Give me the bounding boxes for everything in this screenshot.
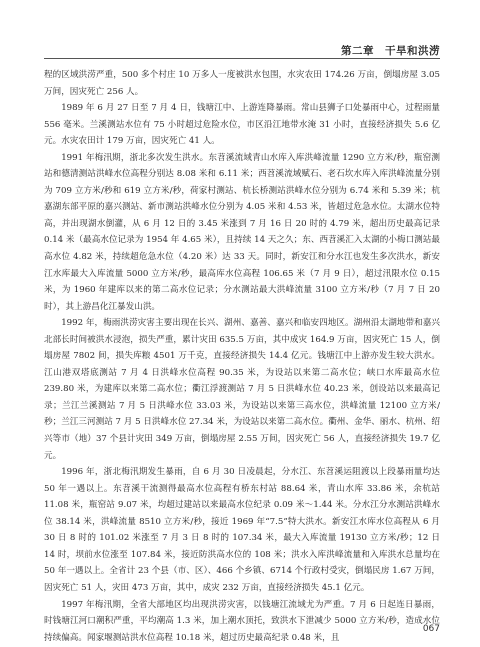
running-header (0, 0, 480, 63)
page-number: 067 (422, 624, 440, 634)
paragraph: 1989 年 6 月 27 日至 7 月 4 日，钱塘江中、上游连降暴雨。常山县狮子口处暴雨中心，过程雨量 556 毫米。兰溪测站水位有 75 小时超过危险水位，市区沿江地带水淹 31 小时，直接经济损失 5.6 亿元。水灾农田计 179 万亩，因灾死亡 41 人。 (44, 103, 440, 147)
paragraph: 程的区域洪涝严重，500 多个村庄 10 万多人一度被洪水包围，水灾农田 174.26 万亩，倒塌房屋 3.05 万间，因灾死亡 256 人。 (44, 70, 440, 97)
paragraph: 1997 年梅汛期，全省大部地区均出现洪涝灾害，以钱塘江流域尤为严重。7 月 6 日起连日暴雨，时钱塘江河口潮积严重，平均潮高 1.3 米，加上潮水顶托，致洪水下泄减少 5000 立方米/秒，造成水位持续偏高。闻家堰测站洪水位高程 10.18 米，超过历史最高纪录 0.48 米，且 (44, 599, 440, 643)
page-footer (0, 624, 480, 640)
paragraph: 1996 年，浙北梅汛期发生暴雨，自 6 月 30 日凌晨起，分水江、东苕溪运阻渡以上段暴雨量均达 50 年一遇以上。东苕溪干流测得最高水位高程有桥东村站 88.64 米，青山水库 33.86 米，余杭站 11.08 米，瓶窑站 9.07 米，均超过建站以来最高水位纪录 0.09 米～1.44 米。分水江分水测站洪峰水位 38.14 米，洪峰流量 8510 立方米/秒，接近 1969 年“7.5”特大洪水。新安江水库水位高程从 6 月 30 日 8 时的 101.02 米涨至 7 月 3 日 8 时的 107.34 米，最大入库流量 19130 立方米/秒；12 日 14 时，坝前水位涨至 107.84 米，接近防洪高水位的 108 米；洪水入库洪峰流量和入库洪水总量均在 50 年一遇以上。全省计 23 个县（市、区）、466 个乡镇、6714 个行政村受灾，倒塌民房 1.67 万间，因灾死亡 51 人，灾田 473 万亩，其中，成灾 232 万亩，直接经济损失 45.1 亿元。 (44, 467, 440, 593)
header-rule (44, 58, 440, 59)
chapter-title: 第二章 干旱和洪涝 (341, 45, 440, 57)
body-text (44, 67, 440, 646)
paragraph: 1991 年梅汛期，浙北多次发生洪水。东苕溪流域青山水库入库洪峰流量 1290 立方米/秒，瓶窑测站和德清测站洪峰水位高程分别达 8.08 米和 6.11 米；西苕溪流域赋石、老石坎水库入库洪峰流量分别为 709 立方米/秒和 619 立方米/秒，荷家村测站、杭长桥测站洪峰水位分别为 6.74 米和 5.39 米；杭嘉湖东部平原的嘉兴测站、新市测站洪峰水位分别为 4.05 米和 4.53 米，皆超过危急水位。太湖水位特高，并出现湖水倒灌，从 6 月 12 日的 3.45 米涨到 7 月 16 日 20 时的 4.79 米，超出历史最高记录 0.14 米（最高水位记录为 1954 年 4.65 米），且持续 14 天之久；东、西苕溪汇入太湖的小梅口测站最高水位 4.82 米，持续超危急水位（4.20 米）达 33 天。同时，新安江和分水江也发生多次洪水，新安江水库最大入库流量 5000 立方米/秒，最高库水位高程 106.65 米（7 月 9 日），超过汛限水位 0.15 米，为 1960 年建库以来的第二高水位记录；分水测站最大洪峰流量 3100 立方米/秒（7 月 7 日 20 时），其上游昌化江暴发山洪。 (44, 152, 440, 312)
paragraph: 1992 年，梅雨洪涝灾害主要出现在长兴、湖州、嘉善、嘉兴和临安四地区。湖州沿太湖地带和嘉兴北部长时间被洪水浸泡，损失严重，累计灾田 635.5 万亩，其中成灾 164.9 万亩，因灾死亡 15 人，倒塌房屋 7802 间，损失库粮 4501 万千克，直接经济损失 14.4 亿元。钱塘江中上游亦发生较大洪水。江山港双塔底测站 7 月 4 日洪峰水位高程 90.35 米，为设站以来第二高水位；峡口水库最高水位 239.80 米，为建库以来第二高水位；衢江浮渡测站 7 月 5 日洪峰水位 40.23 米，创设站以来最高记录；兰江兰溪测站 7 月 5 日洪峰水位 33.03 米，为设站以来第三高水位，洪峰流量 12100 立方米/秒；兰江三河测站 7 月 5 日洪峰水位 27.34 米，为设站以来第二高水位。衢州、金华、丽水、杭州、绍兴等市（地）37 个县计灾田 349 万亩，倒塌房屋 2.55 万间，因灾死亡 56 人，直接经济损失 19.7 亿元。 (44, 318, 440, 461)
